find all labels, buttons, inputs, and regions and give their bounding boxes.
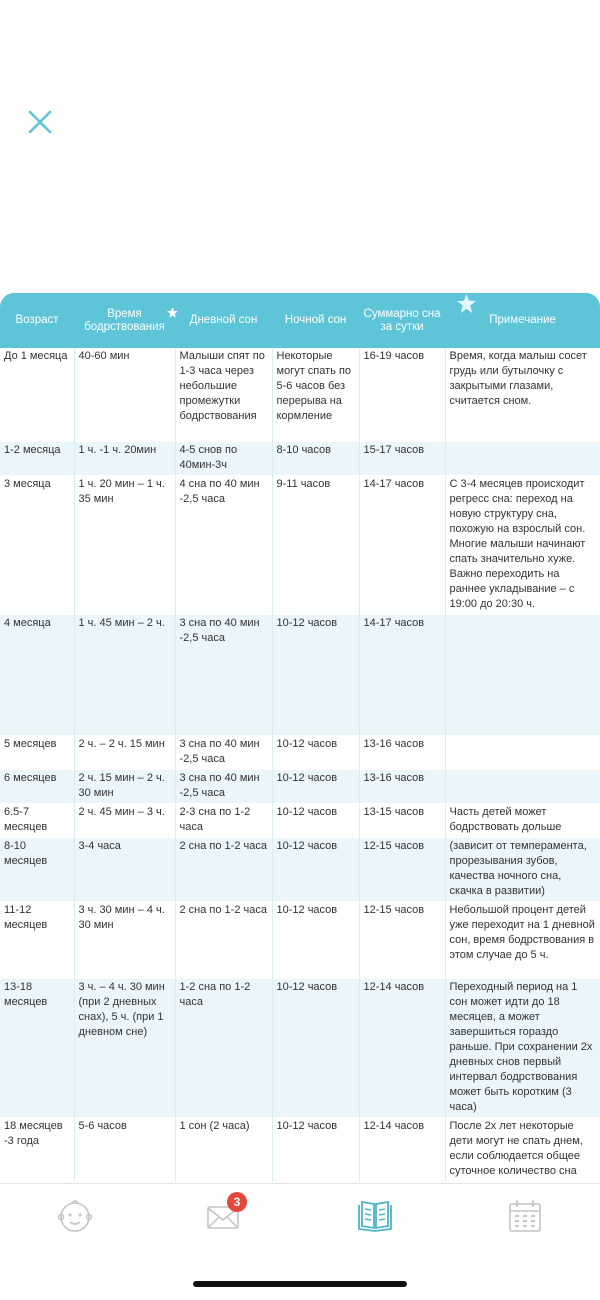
header-day-sleep: Дневной сон [189, 314, 258, 326]
bottom-tab-bar [0, 1183, 600, 1249]
cell-day-sleep: Малыши спят по 1-3 часа через небольшие промежутки бодрствования [175, 348, 272, 441]
cell-wake-time: 1 ч. 20 мин – 1 ч. 35 мин [74, 475, 175, 614]
cell-note: С 3-4 месяцев происходит регресс сна: переход на новую структуру сна, похожую на взрослый сон. Многие малыши начинают спать значительно хуже. Важно переходить на раннее укладывание – с 19:00 до 20:30 ч. [445, 475, 600, 614]
close-icon[interactable] [26, 108, 54, 136]
cell-total-sleep: 15-17 часов [359, 441, 445, 475]
cell-night-sleep: 10-12 часов [272, 1117, 359, 1181]
cell-night-sleep: 8-10 часов [272, 441, 359, 475]
cell-age: 3 месяца [0, 475, 74, 614]
cell-night-sleep: 10-12 часов [272, 978, 359, 1117]
table-row [0, 735, 600, 769]
cell-note: Переходный период на 1 сон может идти до 18 месяцев, а может завершиться гораздо раньше. При сохранении 2х дневных снов первый интервал бодрствования может быть коротким (3 часа) [445, 978, 600, 1117]
cell-night-sleep: 10-12 часов [272, 901, 359, 978]
table-row [0, 1117, 600, 1181]
cell-age: 1-2 месяца [0, 441, 74, 475]
cell-note [445, 614, 600, 735]
cell-night-sleep: 10-12 часов [272, 614, 359, 735]
cell-total-sleep: 13-15 часов [359, 803, 445, 837]
cell-total-sleep: 12-15 часов [359, 901, 445, 978]
header-age: Возраст [15, 314, 59, 326]
cell-wake-time: 1 ч. -1 ч. 20мин [74, 441, 175, 475]
cell-night-sleep: 10-12 часов [272, 803, 359, 837]
cell-total-sleep: 14-17 часов [359, 614, 445, 735]
unread-messages-badge: 3 [227, 1192, 247, 1212]
cell-total-sleep: 14-17 часов [359, 475, 445, 614]
table-row [0, 901, 600, 978]
cell-day-sleep: 2 сна по 1-2 часа [175, 901, 272, 978]
cell-age: 18 месяцев -3 года [0, 1117, 74, 1181]
header-night-sleep: Ночной сон [284, 314, 347, 326]
cell-note: После 2х лет некоторые дети могут не спать днем, если соблюдается общее суточное количество сна [445, 1117, 600, 1181]
sleep-table-container [0, 293, 600, 1177]
table-row [0, 475, 600, 614]
cell-note: Часть детей может бодрствовать дольше [445, 803, 600, 837]
cell-night-sleep: 10-12 часов [272, 837, 359, 901]
cell-note [445, 769, 600, 803]
table-row [0, 978, 600, 1117]
home-indicator[interactable] [193, 1281, 407, 1287]
cell-wake-time: 2 ч. – 2 ч. 15 мин [74, 735, 175, 769]
cell-day-sleep: 4-5 снов по 40мин-3ч [175, 441, 272, 475]
cell-day-sleep: 2-3 сна по 1-2 часа [175, 803, 272, 837]
header-total-sleep: Суммарно сна за сутки [363, 307, 441, 333]
baby-face-icon[interactable] [55, 1196, 95, 1236]
cell-note [445, 735, 600, 769]
table-row [0, 348, 600, 441]
cell-age: 11-12 месяцев [0, 901, 74, 978]
cell-wake-time: 2 ч. 45 мин – 3 ч. [74, 803, 175, 837]
cell-day-sleep: 3 сна по 40 мин -2,5 часа [175, 614, 272, 735]
table-row [0, 837, 600, 901]
cell-age: 5 месяцев [0, 735, 74, 769]
cell-age: 8-10 месяцев [0, 837, 74, 901]
cell-age: 13-18 месяцев [0, 978, 74, 1117]
cell-wake-time: 3 ч. 30 мин – 4 ч. 30 мин [74, 901, 175, 978]
open-book-icon[interactable] [355, 1196, 395, 1236]
cell-age: 6.5-7 месяцев [0, 803, 74, 837]
header-note: Примечание [489, 314, 556, 326]
cell-night-sleep: Некоторые могут спать по 5-6 часов без перерыва на кормление [272, 348, 359, 441]
table-row [0, 441, 600, 475]
cell-age: До 1 месяца [0, 348, 74, 441]
cell-note [445, 441, 600, 475]
cell-day-sleep: 1-2 сна по 1-2 часа [175, 978, 272, 1117]
cell-total-sleep: 13-16 часов [359, 735, 445, 769]
cell-total-sleep: 13-16 часов [359, 769, 445, 803]
cell-age: 4 месяца [0, 614, 74, 735]
cell-day-sleep: 3 сна по 40 мин -2,5 часа [175, 735, 272, 769]
cell-wake-time: 1 ч. 45 мин – 2 ч. [74, 614, 175, 735]
sleep-schedule-table [0, 293, 600, 1182]
cell-day-sleep: 2 сна по 1-2 часа [175, 837, 272, 901]
cell-total-sleep: 12-15 часов [359, 837, 445, 901]
cell-night-sleep: 10-12 часов [272, 735, 359, 769]
cell-wake-time: 40-60 мин [74, 348, 175, 441]
cell-note: (зависит от темперамента, прорезывания зубов, качества ночного сна, скачка в развитии) [445, 837, 600, 901]
cell-wake-time: 3-4 часа [74, 837, 175, 901]
cell-note: Время, когда малыш сосет грудь или бутылочку с закрытыми глазами, считается сном. [445, 348, 600, 441]
cell-night-sleep: 9-11 часов [272, 475, 359, 614]
cell-total-sleep: 12-14 часов [359, 1117, 445, 1181]
cell-total-sleep: 16-19 часов [359, 348, 445, 441]
cell-wake-time: 3 ч. – 4 ч. 30 мин (при 2 дневных снах), 5 ч. (при 1 дневном сне) [74, 978, 175, 1117]
header-wake-time: Время бодрствования [84, 307, 165, 333]
table-header-row [0, 293, 600, 348]
table-row [0, 769, 600, 803]
cell-note: Небольшой процент детей уже переходит на 1 дневной сон, время бодрствования в этом случае до 5 ч. [445, 901, 600, 978]
cell-night-sleep: 10-12 часов [272, 769, 359, 803]
cell-total-sleep: 12-14 часов [359, 978, 445, 1117]
table-row [0, 803, 600, 837]
cell-day-sleep: 1 сон (2 часа) [175, 1117, 272, 1181]
calendar-icon[interactable] [505, 1196, 545, 1236]
cell-day-sleep: 3 сна по 40 мин -2,5 часа [175, 769, 272, 803]
cell-wake-time: 5-6 часов [74, 1117, 175, 1181]
star-decoration-icon [457, 294, 476, 313]
table-row [0, 614, 600, 735]
cell-wake-time: 2 ч. 15 мин – 2 ч. 30 мин [74, 769, 175, 803]
star-decoration-icon [167, 307, 178, 318]
cell-age: 6 месяцев [0, 769, 74, 803]
cell-day-sleep: 4 сна по 40 мин -2,5 часа [175, 475, 272, 614]
